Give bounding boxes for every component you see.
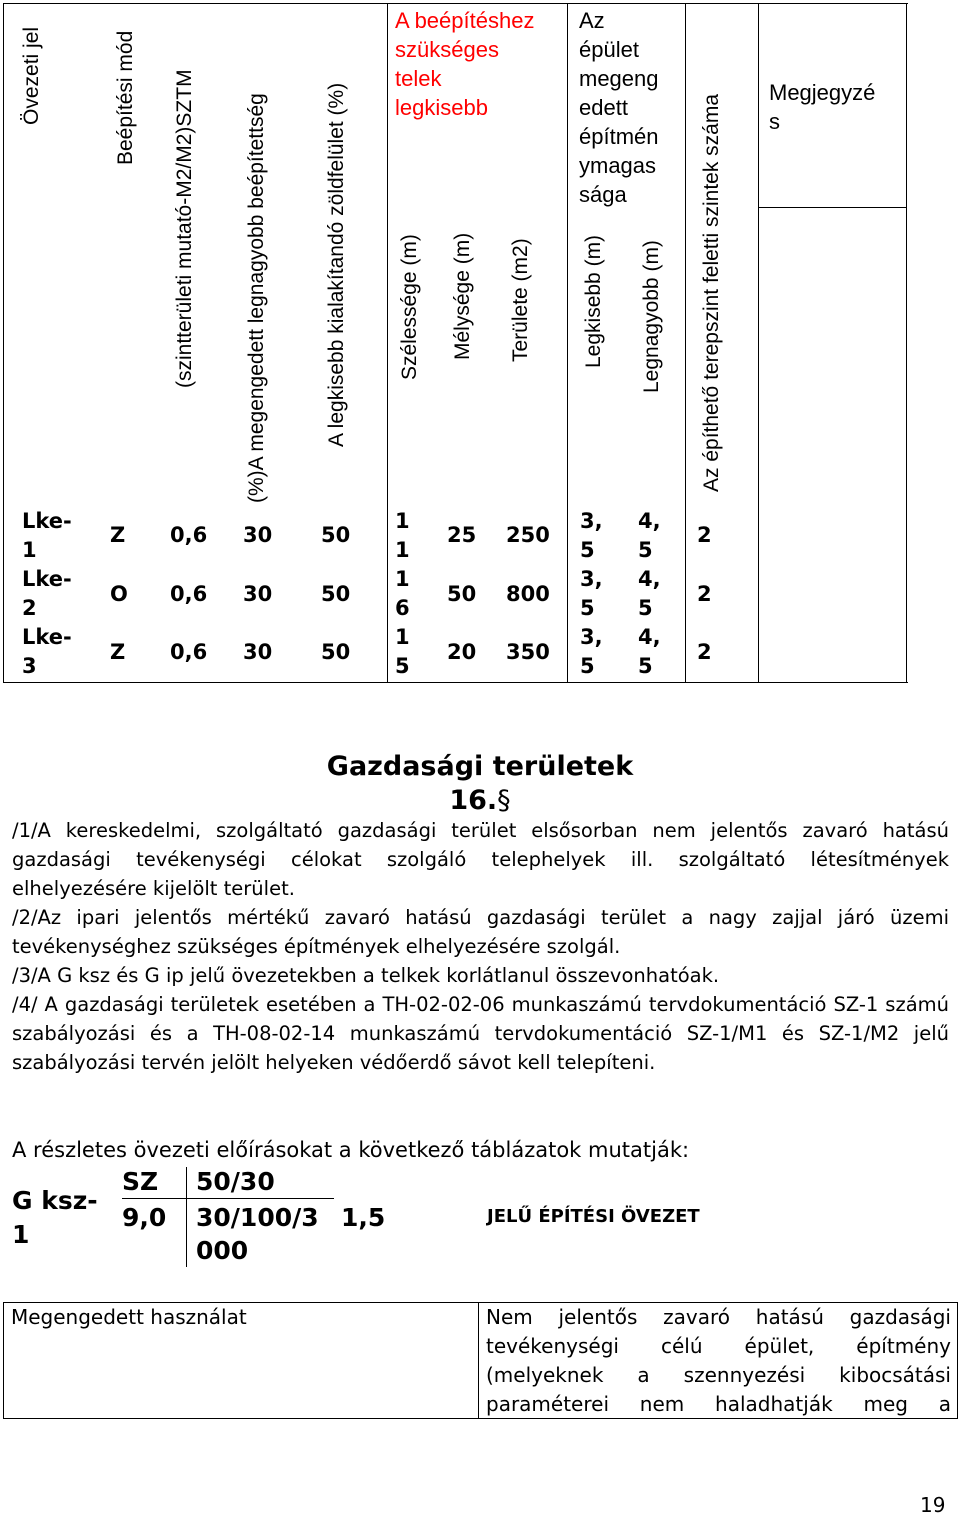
header-height-group-line: építmén [579, 124, 659, 149]
header-height-group-line: edett [579, 95, 628, 120]
col-sep [567, 3, 568, 683]
table2-border-left [3, 1302, 4, 1419]
cell-zone [22, 507, 72, 565]
col-sep [685, 3, 686, 683]
cell-zone-line: 2 [22, 596, 37, 620]
zone-code-line: 1 [12, 1220, 30, 1249]
cell-width-line: 5 [395, 654, 410, 678]
cell-zone-line: Lke- [22, 567, 72, 591]
cell-floors: 2 [697, 523, 712, 547]
cell-depth: 20 [447, 640, 477, 664]
cell-height-max-line: 4, [638, 509, 661, 533]
section-paragraphs [12, 816, 949, 1077]
cell-zone [22, 565, 72, 623]
header-height-group [579, 6, 659, 209]
cell-density: 0,6 [170, 582, 208, 606]
cell-height-max-line: 4, [638, 625, 661, 649]
table-border-left [3, 3, 4, 683]
section-title-text: Gazdasági területek [326, 751, 634, 782]
zone-ratio-bot: 000 [196, 1236, 249, 1265]
usage-line: paraméterei nem haladhatják meg a [486, 1392, 951, 1416]
header-height-group-line: épület [579, 37, 639, 62]
table-border-top [3, 3, 908, 4]
cell-zone-line: Lke- [22, 509, 72, 533]
cell-green: 50 [321, 523, 351, 547]
cell-coverage: 30 [243, 640, 273, 664]
cell-width-line: 1 [395, 625, 410, 649]
header-notes-line: Megjegyzé [769, 80, 876, 105]
cell-height-min-line: 3, [580, 567, 603, 591]
cell-height-max [638, 623, 661, 681]
paragraph: /3/A G ksz és G ip jelű övezetekben a telkek korlátlanul összevonhatóak. [12, 964, 720, 987]
cell-density: 0,6 [170, 640, 208, 664]
cell-width [395, 565, 410, 623]
cell-height-min-line: 5 [580, 654, 595, 678]
cell-area: 250 [506, 523, 550, 547]
cell-coverage: 30 [243, 523, 273, 547]
cell-width [395, 623, 410, 681]
header-density: (szintterületi mutató-M2/M2)SZTM [173, 69, 196, 388]
tables-intro: A részletes övezeti előírásokat a következő táblázatok mutatják: [12, 1138, 690, 1162]
header-zone: Övezeti jel [20, 26, 43, 125]
cell-mode: Z [110, 640, 126, 664]
cell-green: 50 [321, 582, 351, 606]
cell-height-min [580, 623, 603, 681]
cell-depth: 25 [447, 523, 477, 547]
cell-area: 800 [506, 582, 550, 606]
header-height-group-line: sága [579, 182, 627, 207]
cell-zone-line: 1 [22, 538, 37, 562]
cell-floors: 2 [697, 640, 712, 664]
cell-width-line: 1 [395, 538, 410, 562]
cell-depth: 50 [447, 582, 477, 606]
usage-label: Megengedett használat [11, 1305, 247, 1329]
header-floors: Az építhető terepszint feletti szintek száma [700, 93, 723, 492]
paragraph: /4/ A gazdasági területek esetében a TH-02-02-06 munkaszámú tervdokumentáció SZ-1 számú szabályozási és a TH-08-02-14 munkaszámú tervdokumentáció SZ-1/M1 és SZ-1/M2 jelű szabályozási tervén jelölt helyeken védőerdő sávot kell telepíteni. [12, 993, 949, 1074]
header-plot-width: Szélessége (m) [398, 234, 421, 380]
header-plot-group-line: A beépítéshez [395, 8, 535, 33]
paragraph: /2/Az ipari jelentős mértékű zavaró hatású gazdasági terület a nagy zajjal járó üzemi tevékenységhez szükséges építmények elhelyezésére szolgál. [12, 906, 949, 958]
zone-code-line: G ksz- [12, 1186, 98, 1215]
paragraph: /1/A kereskedelmi, szolgáltató gazdasági terület elsősorban nem jelentős zavaró hatású gazdasági tevékenységi célokat szolgáló telephelyek ill. szolgáltató létesítmények elhelyezésére kijelölt terület. [12, 819, 949, 900]
section-number [0, 784, 960, 818]
zone-key-divider [186, 1167, 187, 1267]
section-number-text: 16. [449, 785, 498, 816]
header-notes-line: s [769, 109, 780, 134]
zone-ratio-mid: 30/100/3 [196, 1203, 319, 1232]
section-title [0, 750, 960, 818]
cell-floors: 2 [697, 582, 712, 606]
zone-ratio-top: 50/30 [196, 1167, 275, 1196]
cell-height-min-line: 3, [580, 625, 603, 649]
col-sep [387, 3, 388, 683]
cell-density: 0,6 [170, 523, 208, 547]
zone-label: JELŰ ÉPÍTÉSI ÖVEZET [487, 1206, 700, 1227]
cell-height-max-line: 4, [638, 567, 661, 591]
usage-description [486, 1303, 951, 1419]
zone-sz-value: 9,0 [122, 1203, 167, 1232]
header-plot-group-line: szükséges [395, 37, 499, 62]
cell-height-max-line: 5 [638, 538, 653, 562]
usage-line: tevékenységi célú épület, építmény [486, 1334, 951, 1358]
header-plot-group [395, 6, 534, 122]
cell-width [395, 507, 410, 565]
cell-height-max [638, 565, 661, 623]
cell-mode: O [110, 582, 128, 606]
cell-height-max-line: 5 [638, 654, 653, 678]
cell-area: 350 [506, 640, 550, 664]
header-height-group-line: Az [579, 8, 605, 33]
header-notes [769, 78, 875, 136]
cell-zone-line: Lke- [22, 625, 72, 649]
cell-zone [22, 623, 72, 681]
cell-height-min-line: 3, [580, 509, 603, 533]
cell-height-min [580, 507, 603, 565]
section-sign-icon: § [497, 785, 511, 816]
col-sep [758, 3, 759, 683]
usage-line: (melyeknek a szennyezési kibocsátási [486, 1363, 951, 1387]
table2-border-right [957, 1302, 958, 1419]
header-height-group-line: megeng [579, 66, 659, 91]
cell-height-max-line: 5 [638, 596, 653, 620]
zone-height: 1,5 [341, 1203, 386, 1232]
cell-height-max [638, 507, 661, 565]
cell-height-min-line: 5 [580, 596, 595, 620]
cell-green: 50 [321, 640, 351, 664]
header-coverage: (%)A megengedett legnagyobb beépítettség [245, 93, 268, 503]
header-green: A legkisebb kialakítandó zöldfelület (%) [325, 82, 348, 447]
cell-width-line: 1 [395, 509, 410, 533]
cell-zone-line: 3 [22, 654, 37, 678]
cell-height-min-line: 5 [580, 538, 595, 562]
page-number: 19 [920, 1493, 946, 1517]
usage-line: Nem jelentős zavaró hatású gazdasági [486, 1305, 951, 1329]
header-height-max: Legnagyobb (m) [640, 240, 663, 393]
table2-col-sep [478, 1302, 479, 1419]
header-plot-group-line: legkisebb [395, 95, 488, 120]
cell-width-line: 6 [395, 596, 410, 620]
zone-code [12, 1184, 98, 1252]
header-build-mode: Beépítési mód [114, 30, 137, 165]
header-plot-area: Területe (m2) [509, 238, 532, 362]
header-height-group-line: ymagas [579, 153, 657, 178]
notes-header-line [758, 207, 906, 208]
cell-height-min [580, 565, 603, 623]
header-height-min: Legkisebb (m) [582, 234, 605, 368]
table-border-bottom [3, 682, 908, 683]
cell-width-line: 1 [395, 567, 410, 591]
table-border-right [906, 3, 907, 683]
header-plot-group-line: telek [395, 66, 442, 91]
cell-coverage: 30 [243, 582, 273, 606]
zone-sz-label: SZ [122, 1167, 159, 1196]
cell-mode: Z [110, 523, 126, 547]
header-plot-depth: Mélysége (m) [451, 232, 474, 360]
